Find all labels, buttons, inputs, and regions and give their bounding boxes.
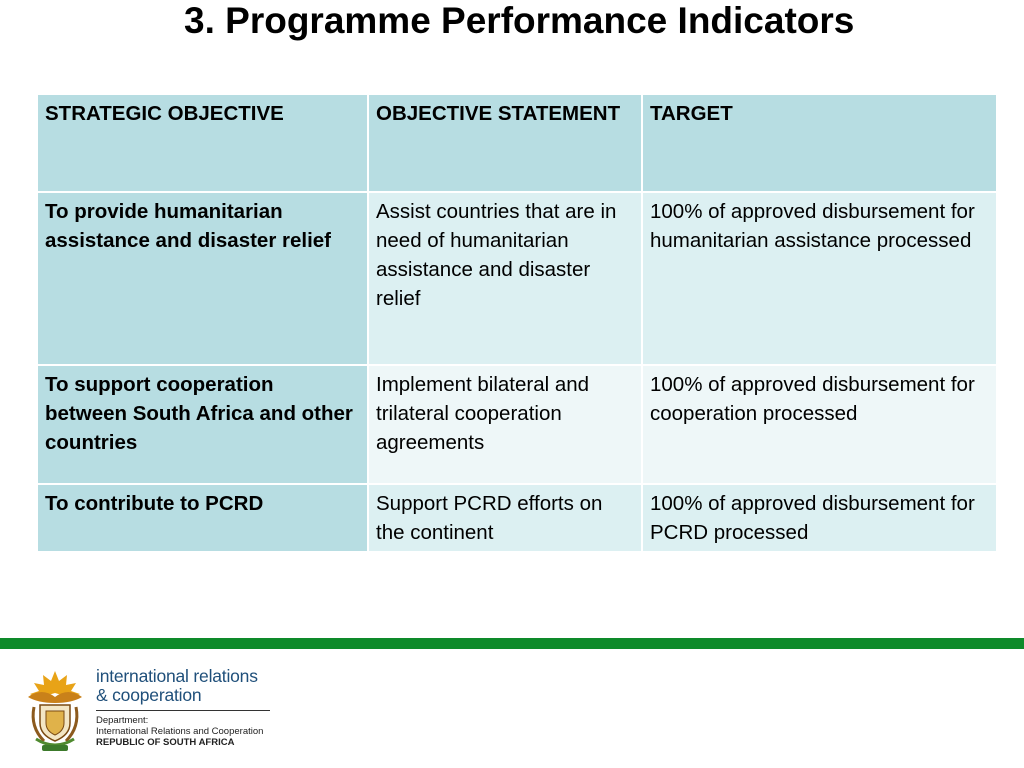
department-name: International Relations and Cooperation: [96, 726, 264, 737]
footer-green-band: [0, 638, 1024, 649]
brand-line-1: international relations: [96, 666, 258, 686]
footer-branding: [96, 667, 276, 748]
page-title: 3. Programme Performance Indicators: [184, 0, 855, 41]
target-cell: 100% of approved disbursement for PCRD processed: [642, 484, 997, 552]
objective-statement-cell: Support PCRD efforts on the continent: [368, 484, 642, 552]
column-header-objective-statement: OBJECTIVE STATEMENT: [368, 94, 642, 192]
strategic-objective-cell: To provide humanitarian assistance and disaster relief: [37, 192, 368, 365]
target-cell: 100% of approved disbursement for humanitarian assistance processed: [642, 192, 997, 365]
objective-statement-cell: Assist countries that are in need of humanitarian assistance and disaster relief: [368, 192, 642, 365]
country-name: REPUBLIC OF SOUTH AFRICA: [96, 737, 235, 748]
strategic-objective-cell: To support cooperation between South Africa and other countries: [37, 365, 368, 484]
column-header-strategic-objective: STRATEGIC OBJECTIVE: [37, 94, 368, 192]
department-label: Department:: [96, 715, 149, 726]
table-header-row: [37, 94, 997, 192]
column-header-target: TARGET: [642, 94, 997, 192]
table-row: [37, 484, 997, 552]
table-row: [37, 365, 997, 484]
objective-statement-cell: Implement bilateral and trilateral cooperation agreements: [368, 365, 642, 484]
indicators-table: [36, 93, 998, 553]
brand-divider: [96, 710, 270, 711]
strategic-objective-cell: To contribute to PCRD: [37, 484, 368, 552]
coat-of-arms-icon: [22, 667, 88, 753]
brand-line-2: & cooperation: [96, 685, 202, 705]
table-row: [37, 192, 997, 365]
target-cell: 100% of approved disbursement for cooperation processed: [642, 365, 997, 484]
